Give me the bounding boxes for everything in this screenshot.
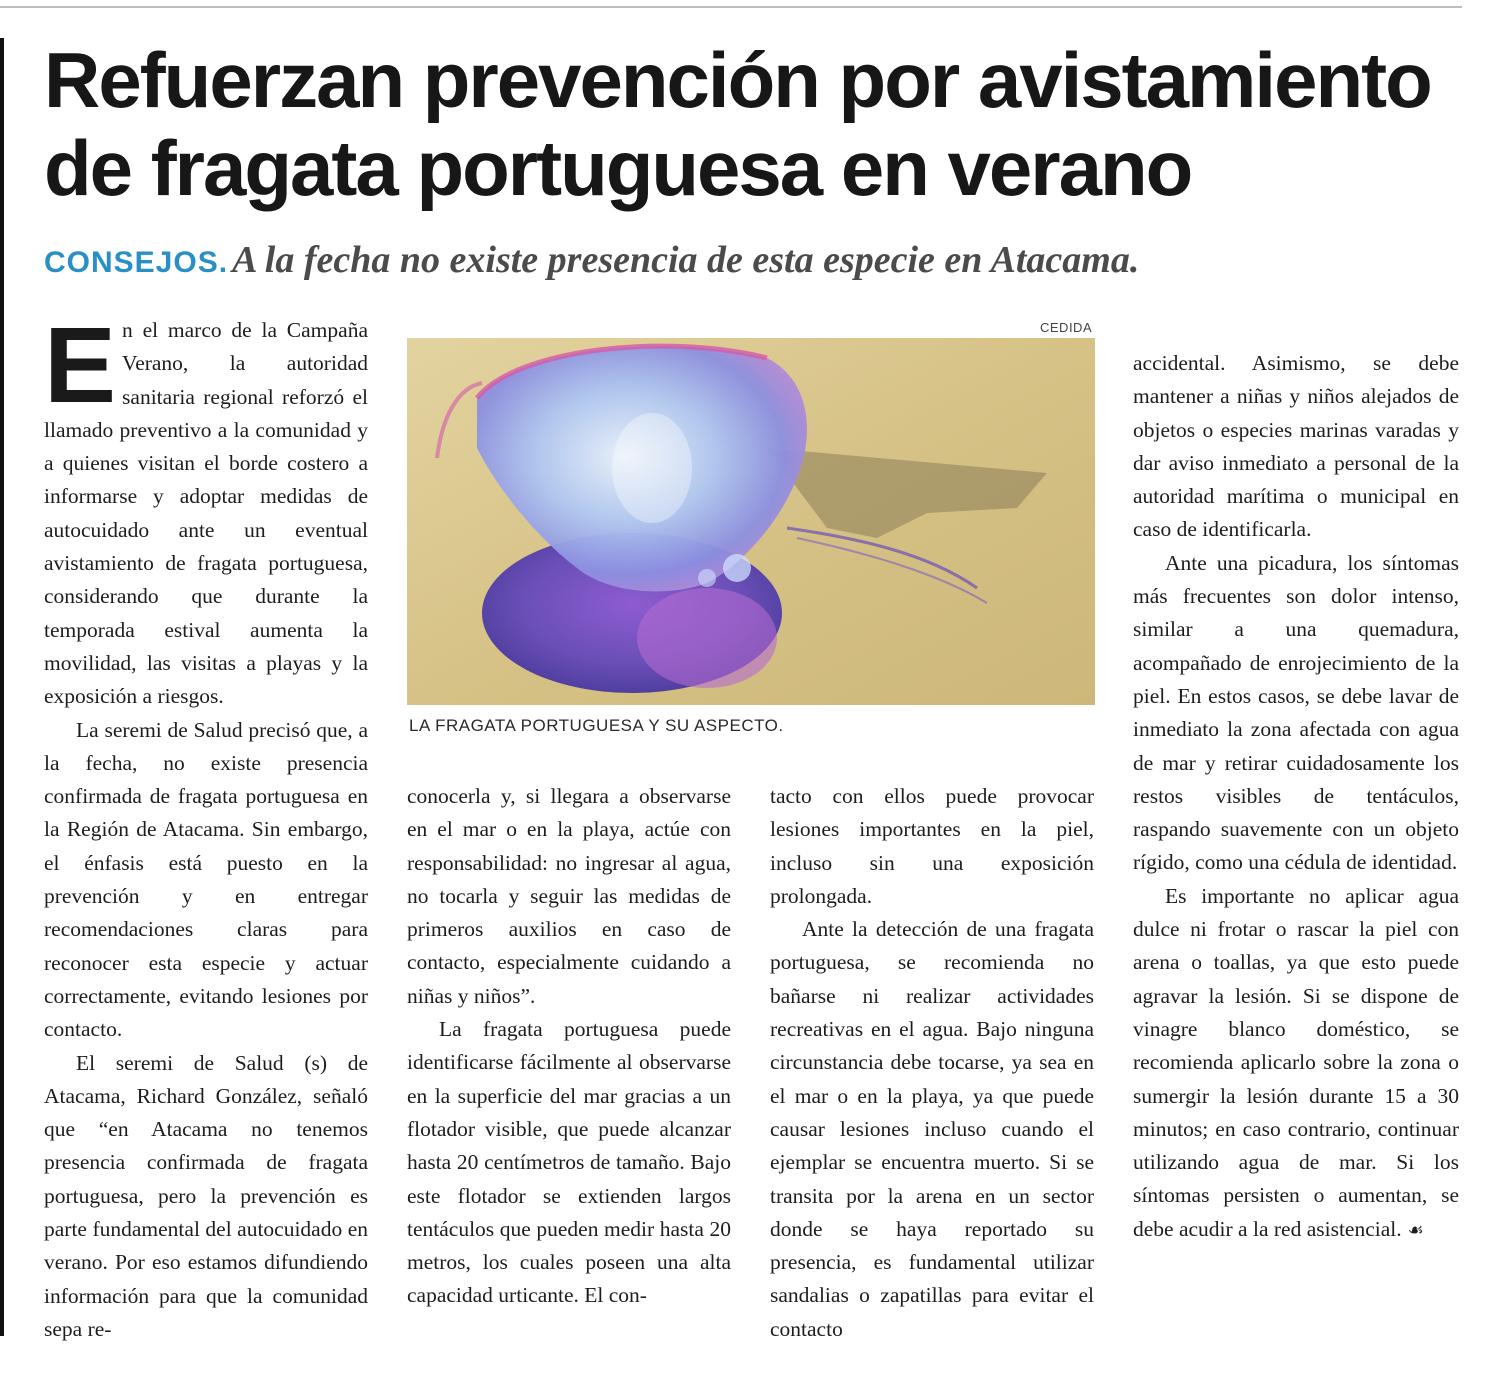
paragraph: tacto con ellos puede provocar lesiones importantes en la piel, incluso sin una exposición prolongada.: [770, 784, 1094, 908]
subheadline: [44, 236, 1464, 292]
headline-line-1: Refuerzan prevención por avistamiento: [44, 36, 1431, 124]
deck: A la fecha no existe presencia de esta especie en Atacama.: [232, 239, 1140, 281]
paragraph: La seremi de Salud precisó que, a la fecha, no existe presencia confirmada de fragata portuguesa en la Región de Atacama. Sin embargo, el énfasis está puesto en la prevención y en entregar recomendaciones claras para reconocer esta especie y actuar correctamente, evitando lesiones por contacto.: [44, 717, 368, 1042]
bubble: [723, 554, 751, 582]
paragraph: accidental. Asimismo, se debe mantener a niñas y niños alejados de objetos o especies marinas varadas y dar aviso inmediato a personal de la autoridad marítima o municipal en caso de identificarla.: [1133, 351, 1459, 542]
headline-line-2: de fragata portuguesa en verano: [44, 124, 1192, 212]
photo-credit: CEDIDA: [1040, 320, 1093, 335]
jellyfish-photo: [407, 338, 1095, 705]
headline: [44, 36, 1464, 212]
paragraph: En el marco de la Campaña Verano, la autoridad sanitaria regional reforzó el llamado preventivo a la comunidad y a quienes visitan el borde costero a informarse y adoptar medidas de autocuidado ante un eventual avistamiento de fragata portuguesa, considerando que durante la temporada estival aumenta la movilidad, las visitas a playas y la exposición a riesgos.: [44, 304, 368, 709]
tentacle-highlight: [637, 588, 777, 688]
paragraph: conocerla y, si llegara a observarse en el mar o en la playa, actúe con responsabilidad: no ingresar al agua, no tocarla y seguir las medidas de primeros auxilios en caso de contacto, especialmente cuidando a niñas y niños”.: [407, 784, 731, 1008]
drop-cap: E: [44, 304, 117, 425]
column-3: [770, 780, 1094, 1346]
paragraph: Ante la detección de una fragata portuguesa, se recomienda no bañarse ni realizar actividades recreativas en el agua. Bajo ninguna circunstancia debe tocarse, ya sea en el mar o en la playa, ya que puede causar lesiones incluso cuando el ejemplar se encuentra muerto. Si se transita por la arena en un sector donde se haya reportado su presencia, es fundamental utilizar sandalias o zapatillas para evitar el contacto: [770, 917, 1094, 1341]
paragraph: Ante una picadura, los síntomas más frecuentes son dolor intenso, similar a una quemadura, acompañado de enrojecimiento de la piel. En estos casos, se debe lavar de inmediato la zona afectada con agua de mar y retirar cuidadosamente los restos visibles de tentáculos, raspando suavemente con un objeto rígido, como una cédula de identidad.: [1133, 550, 1459, 875]
column-1: [44, 304, 368, 1346]
top-rule: [0, 6, 1462, 8]
jellyfish-illustration: [407, 338, 1095, 705]
column-2: [407, 780, 731, 1313]
kicker: CONSEJOS.: [44, 246, 229, 279]
photo-caption: LA FRAGATA PORTUGUESA Y SU ASPECTO.: [409, 716, 784, 735]
column-4: [1133, 347, 1459, 1247]
paragraph: La fragata portuguesa puede identificarse fácilmente al observarse en la superficie del mar gracias a un flotador visible, que puede alcanzar hasta 20 centímetros de tamaño. Bajo este flotador se extienden largos tentáculos que pueden medir hasta 20 metros, los cuales poseen una alta capacidad urticante. El con-: [407, 1017, 731, 1308]
left-rule: [0, 38, 4, 1336]
paragraph: Es importante no aplicar agua dulce ni frotar o rascar la piel con arena o toallas, ya que esto puede agravar la lesión. Si se dispone de vinagre blanco doméstico, se recomienda aplicarlo sobre la zona o sumergir la lesión durante 15 a 30 minutos; en caso contrario, continuar utilizando agua de mar. Si los síntomas persisten o aumentan, se debe acudir a la red asistencial. ☙: [1133, 883, 1459, 1241]
paragraph: El seremi de Salud (s) de Atacama, Richard González, señaló que “en Atacama no tenemos presencia confirmada de fragata portuguesa, pero la prevención es parte fundamental del autocuidado en verano. Por eso estamos difundiendo información para que la comunidad sepa re-: [44, 1050, 368, 1341]
end-mark-icon: ☙: [1407, 1219, 1424, 1241]
bubble: [698, 569, 716, 587]
float-highlight: [612, 413, 692, 523]
